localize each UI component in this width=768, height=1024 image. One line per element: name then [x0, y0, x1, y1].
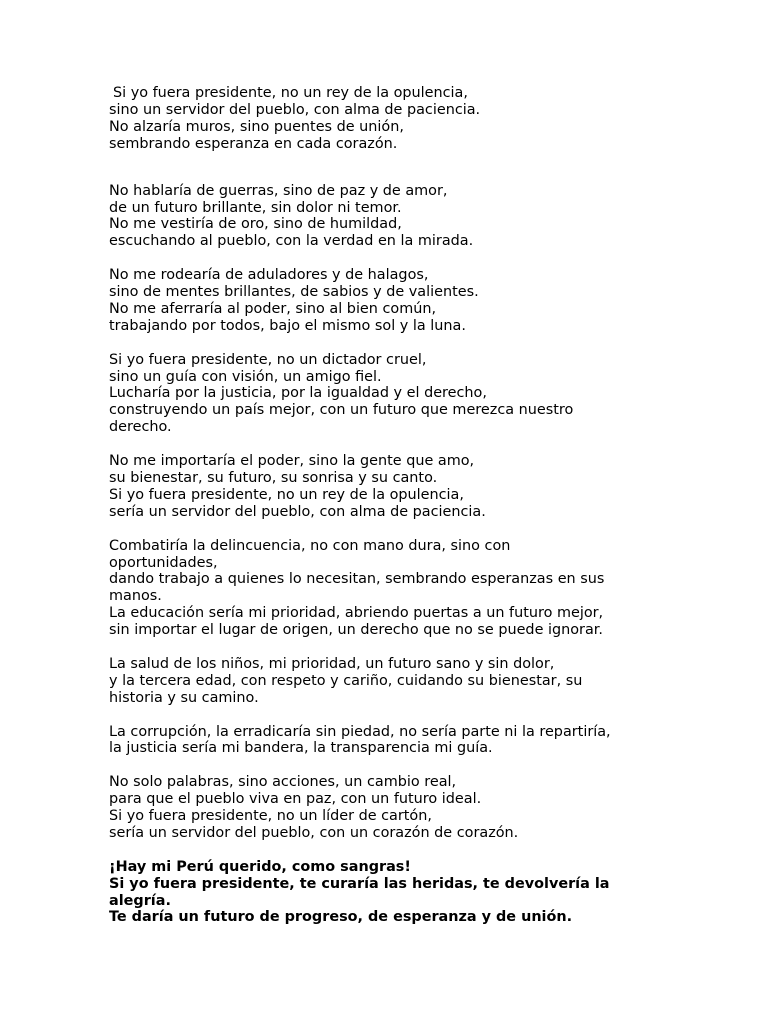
poem-line: La corrupción, la erradicaría sin piedad, no sería parte ni la repartiría,	[109, 723, 611, 740]
stanza-3	[109, 267, 669, 335]
poem-line: para que el pueblo viva en paz, con un futuro ideal.	[109, 791, 482, 808]
closing-line: Si yo fuera presidente, te curaría las heridas, te devolvería la	[109, 875, 610, 892]
closing-line: Te daría un futuro de progreso, de esperanza y de unión.	[109, 909, 573, 926]
poem-line: sería un servidor del pueblo, con un corazón de corazón.	[109, 824, 519, 841]
poem-line: de un futuro brillante, sin dolor ni temor.	[109, 199, 402, 216]
poem-line: Si yo fuera presidente, no un dictador cruel,	[109, 351, 427, 368]
poem-line: No me rodearía de aduladores y de halagos,	[109, 267, 429, 284]
poem-line: No me aferraría al poder, sino al bien común,	[109, 300, 437, 317]
poem-line: sería un servidor del pueblo, con alma de paciencia.	[109, 503, 486, 520]
poem-line: oportunidades,	[109, 554, 218, 571]
poem-line: dando trabajo a quienes lo necesitan, sembrando esperanzas en sus	[109, 571, 605, 588]
document-page	[109, 85, 669, 943]
stanza-9	[109, 774, 669, 842]
poem-line: la justicia sería mi bandera, la transparencia mi guía.	[109, 740, 493, 757]
stanza-5	[109, 453, 669, 521]
stanza-7	[109, 656, 669, 707]
stanza-1	[109, 85, 669, 153]
poem-line: No solo palabras, sino acciones, un cambio real,	[109, 774, 457, 791]
poem-line: sin importar el lugar de origen, un derecho que no se puede ignorar.	[109, 622, 603, 639]
poem-line: No me importaría el poder, sino la gente que amo,	[109, 453, 475, 470]
poem-line: y la tercera edad, con respeto y cariño, cuidando su bienestar, su	[109, 672, 583, 689]
closing-line: ¡Hay mi Perú querido, como sangras!	[109, 858, 411, 875]
poem-line: Si yo fuera presidente, no un líder de cartón,	[109, 808, 432, 825]
poem-line: No me vestiría de oro, sino de humildad,	[109, 216, 402, 233]
poem-line: derecho.	[109, 419, 172, 436]
poem-line: Lucharía por la justicia, por la igualdad y el derecho,	[109, 385, 487, 402]
stanza-6	[109, 538, 669, 639]
poem-line: Si yo fuera presidente, no un rey de la opulencia,	[109, 486, 464, 503]
poem-line: escuchando al pueblo, con la verdad en la mirada.	[109, 233, 474, 250]
stanza-2	[109, 183, 669, 251]
stanza-8	[109, 724, 669, 758]
poem-line: Si yo fuera presidente, no un rey de la opulencia,	[113, 85, 468, 101]
poem-line: No alzaría muros, sino puentes de unión,	[109, 118, 404, 135]
poem-line: su bienestar, su futuro, su sonrisa y su canto.	[109, 469, 438, 486]
poem-line: construyendo un país mejor, con un futuro que merezca nuestro	[109, 402, 574, 419]
poem-line: No hablaría de guerras, sino de paz y de amor,	[109, 182, 448, 199]
stanza-4	[109, 352, 669, 437]
poem-line: sino un servidor del pueblo, con alma de paciencia.	[109, 101, 481, 118]
closing-stanza	[109, 859, 669, 927]
poem-line: manos.	[109, 588, 162, 605]
closing-line: alegría.	[109, 892, 171, 909]
poem-line: sino un guía con visión, un amigo fiel.	[109, 368, 382, 385]
poem-line: Combatiría la delincuencia, no con mano dura, sino con	[109, 537, 511, 554]
poem-line: trabajando por todos, bajo el mismo sol y la luna.	[109, 317, 466, 334]
poem-line: historia y su camino.	[109, 689, 259, 706]
poem-line: La educación sería mi prioridad, abriendo puertas a un futuro mejor,	[109, 605, 604, 622]
poem-line: La salud de los niños, mi prioridad, un futuro sano y sin dolor,	[109, 655, 555, 672]
poem-line: sino de mentes brillantes, de sabios y de valientes.	[109, 284, 479, 301]
poem-line: sembrando esperanza en cada corazón.	[109, 135, 398, 152]
